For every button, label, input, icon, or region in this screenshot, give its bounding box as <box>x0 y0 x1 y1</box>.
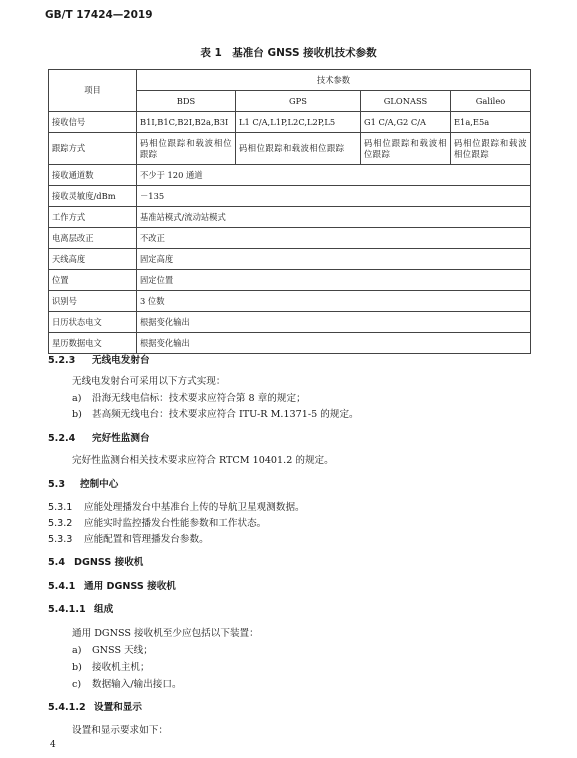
clause-number: 5.3.1 <box>48 502 73 513</box>
table-header-row <box>49 70 531 91</box>
list-label: b) <box>72 409 82 420</box>
spec-table <box>48 69 531 354</box>
table-cell: 码相位跟踪和载波相位跟踪 <box>236 133 361 165</box>
list-text: 甚高频无线电台：技术要求应符合 ITU-R M.1371-5 的规定。 <box>92 409 359 420</box>
system-header: GPS <box>236 91 361 112</box>
table-row <box>49 112 531 133</box>
list-label: a) <box>72 645 82 656</box>
clause-5-3-2 <box>48 515 266 529</box>
table-cell: 固定高度 <box>137 249 531 270</box>
section-title: DGNSS 接收机 <box>74 557 144 568</box>
table-cell: 基准站模式/流动站模式 <box>137 207 531 228</box>
clause-number: 5.3.2 <box>48 518 73 529</box>
table-row <box>49 312 531 333</box>
table-cell: 码相位跟踪和载波相位跟踪 <box>451 133 531 165</box>
item-header: 项目 <box>49 70 137 112</box>
table-cell: 固定位置 <box>137 270 531 291</box>
section-heading-5-4-1-2 <box>48 699 142 713</box>
table-row <box>49 165 531 186</box>
paragraph: 通用 DGNSS 接收机至少应包括以下装置： <box>72 628 259 639</box>
list-item <box>72 676 182 690</box>
row-label: 跟踪方式 <box>49 133 137 165</box>
list-item <box>72 642 153 656</box>
table-cell: 根据变化输出 <box>137 312 531 333</box>
table-cell: 码相位跟踪和载波相位跟踪 <box>361 133 451 165</box>
row-label: 工作方式 <box>49 207 137 228</box>
section-title: 完好性监测台 <box>92 433 150 444</box>
section-number: 5.4.1 <box>48 581 76 592</box>
list-text: GNSS 天线； <box>92 645 153 656</box>
row-label: 识别号 <box>49 291 137 312</box>
row-label: 电离层改正 <box>49 228 137 249</box>
section-title: 控制中心 <box>80 479 119 490</box>
section-number: 5.4.1.2 <box>48 702 86 713</box>
table-row <box>49 228 531 249</box>
list-label: a) <box>72 393 82 404</box>
system-header: BDS <box>137 91 236 112</box>
section-heading-5-4-1-1 <box>48 601 113 615</box>
list-text: 数据输入/输出接口。 <box>92 679 182 690</box>
table-row <box>49 270 531 291</box>
section-heading-5-2-4 <box>48 430 150 444</box>
row-label: 接收灵敏度/dBm <box>49 186 137 207</box>
clause-text: 应能实时监控播发台性能参数和工作状态。 <box>84 518 267 529</box>
section-number: 5.4.1.1 <box>48 604 86 615</box>
section-number: 5.4 <box>48 557 65 568</box>
section-heading-5-2-3 <box>48 352 150 366</box>
section-number: 5.3 <box>48 479 65 490</box>
section-number: 5.2.3 <box>48 355 76 366</box>
table-row <box>49 207 531 228</box>
clause-text: 应能配置和管理播发台参数。 <box>84 534 209 545</box>
table-cell: 不少于 120 通道 <box>137 165 531 186</box>
row-label: 位置 <box>49 270 137 291</box>
table-cell: G1 C/A,G2 C/A <box>361 112 451 133</box>
table-cell: E1a,E5a <box>451 112 531 133</box>
section-title: 设置和显示 <box>94 702 142 713</box>
row-label: 星历数据电文 <box>49 333 137 354</box>
table-cell: 3 位数 <box>137 291 531 312</box>
table-row <box>49 333 531 354</box>
list-item <box>72 659 150 673</box>
section-title: 通用 DGNSS 接收机 <box>84 581 176 592</box>
table-cell: －135 <box>137 186 531 207</box>
clause-text: 应能处理播发台中基准台上传的导航卫星观测数据。 <box>84 502 305 513</box>
table-cell: 码相位跟踪和载波相位跟踪 <box>137 133 236 165</box>
row-label: 接收通道数 <box>49 165 137 186</box>
list-item <box>72 390 306 404</box>
system-header: GLONASS <box>361 91 451 112</box>
clause-5-3-1 <box>48 499 305 513</box>
standard-code: GB/T 17424—2019 <box>45 9 153 21</box>
list-text: 接收机主机； <box>92 662 150 673</box>
list-label: b) <box>72 662 82 673</box>
list-item <box>72 406 359 420</box>
list-label: c) <box>72 679 82 690</box>
table-cell: B1I,B1C,B2I,B2a,B3I <box>137 112 236 133</box>
table-cell: 不改正 <box>137 228 531 249</box>
section-heading-5-4 <box>48 554 143 568</box>
paragraph: 完好性监测台相关技术要求应符合 RTCM 10401.2 的规定。 <box>72 455 334 466</box>
list-text: 沿海无线电信标：技术要求应符合第 8 章的规定； <box>92 393 306 404</box>
row-label: 接收信号 <box>49 112 137 133</box>
clause-5-3-3 <box>48 531 209 545</box>
section-title: 组成 <box>94 604 114 615</box>
paragraph: 无线电发射台可采用以下方式实现： <box>72 376 226 387</box>
table-row <box>49 249 531 270</box>
system-header: Galileo <box>451 91 531 112</box>
section-title: 无线电发射台 <box>92 355 150 366</box>
table-cell: 根据变化输出 <box>137 333 531 354</box>
table-row <box>49 186 531 207</box>
table-row <box>49 133 531 165</box>
section-number: 5.2.4 <box>48 433 76 444</box>
param-header: 技术参数 <box>137 70 531 91</box>
paragraph: 设置和显示要求如下： <box>72 725 168 736</box>
row-label: 天线高度 <box>49 249 137 270</box>
page-number: 4 <box>50 740 56 750</box>
section-heading-5-3 <box>48 476 118 490</box>
clause-number: 5.3.3 <box>48 534 73 545</box>
table-caption: 表 1 基准台 GNSS 接收机技术参数 <box>200 47 377 59</box>
table-row <box>49 291 531 312</box>
row-label: 日历状态电文 <box>49 312 137 333</box>
section-heading-5-4-1 <box>48 578 176 592</box>
table-cell: L1 C/A,L1P,L2C,L2P,L5 <box>236 112 361 133</box>
